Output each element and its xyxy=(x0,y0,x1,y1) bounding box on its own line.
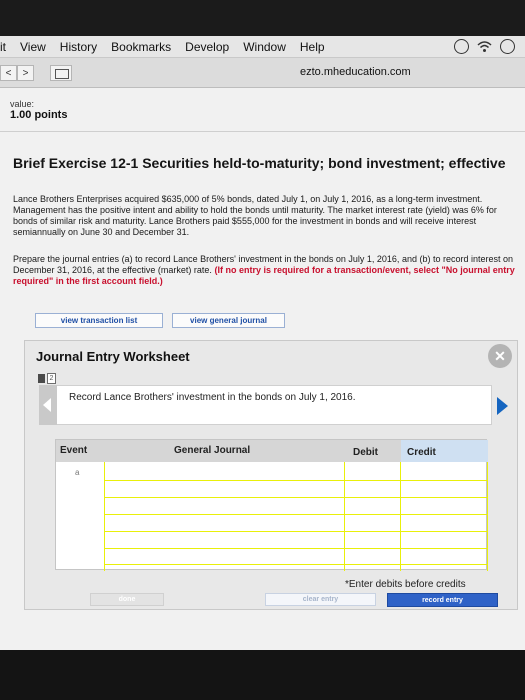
instructions-text: Prepare the journal entries (a) to record Lance Brothers' investment in the bonds on July 1, 2016, and (b) to record interest on December 31, 2016, at the effective (market) rate. xyxy=(13,254,513,275)
view-transaction-list-button[interactable]: view transaction list xyxy=(35,313,163,328)
column-header-event: Event xyxy=(60,445,88,456)
bottom-bezel xyxy=(0,650,525,700)
menu-item-view[interactable]: View xyxy=(20,39,46,54)
browser-toolbar xyxy=(0,58,525,88)
instructions-paragraph xyxy=(13,254,518,287)
address-bar[interactable]: ezto.mheducation.com xyxy=(300,66,411,78)
view-general-journal-button[interactable]: view general journal xyxy=(172,313,285,328)
page-content xyxy=(0,88,525,650)
divider xyxy=(0,131,525,132)
back-button[interactable]: < xyxy=(0,65,17,81)
time-machine-icon[interactable] xyxy=(500,39,515,54)
nav-buttons xyxy=(0,65,34,81)
column-header-general-journal: General Journal xyxy=(174,445,251,456)
status-circle-icon[interactable] xyxy=(454,39,469,54)
column-header-credit: Credit xyxy=(407,447,436,458)
value-label: value: xyxy=(10,99,35,109)
instructions-warning: (If no entry is required for a transaction/event, select "No journal entry required" in the first account field.) xyxy=(13,265,515,286)
close-icon[interactable]: ✕ xyxy=(488,344,512,368)
next-arrow-icon[interactable] xyxy=(494,395,510,417)
menu-item-edit[interactable]: it xyxy=(0,39,6,54)
step-indicator-next[interactable]: 2 xyxy=(47,373,56,384)
menubar xyxy=(0,36,525,58)
journal-entry-worksheet xyxy=(24,340,518,610)
table-grid-line xyxy=(487,462,488,571)
wifi-icon[interactable] xyxy=(477,39,492,54)
menu-item-develop[interactable]: Develop xyxy=(185,39,230,54)
step-indicator-current[interactable] xyxy=(38,374,45,383)
clear-entry-button[interactable]: clear entry xyxy=(265,593,376,606)
table-row-line xyxy=(104,548,487,549)
event-label: a xyxy=(75,468,80,477)
status-icons xyxy=(454,39,515,54)
table-row-line xyxy=(104,514,487,515)
table-grid-line xyxy=(104,462,105,571)
table-row-line xyxy=(104,564,487,565)
record-entry-button[interactable]: record entry xyxy=(387,593,498,607)
table-grid-line xyxy=(344,462,345,571)
forward-button[interactable]: > xyxy=(17,65,34,81)
instruction-box xyxy=(39,385,492,425)
menu-item-history[interactable]: History xyxy=(59,39,98,54)
table-row-line xyxy=(104,480,487,481)
table-row-line xyxy=(104,497,487,498)
sidebar-toggle-icon[interactable] xyxy=(50,65,72,81)
journal-table xyxy=(55,439,487,570)
table-grid-line xyxy=(400,462,401,571)
menu-item-help[interactable]: Help xyxy=(299,39,325,54)
done-button[interactable]: done xyxy=(90,593,164,606)
table-row-line xyxy=(104,531,487,532)
menu-item-bookmarks[interactable]: Bookmarks xyxy=(111,39,172,54)
problem-description: Lance Brothers Enterprises acquired $635,000 of 5% bonds, dated July 1, on July 1, 2016, as a long-term investment. Management has the positive intent and ability to hold the bonds until maturity. The market interest rate (yield) was 6% for bonds of similar risk and maturity. Lance Brothers paid $555,000 for the investment in bonds and will receive interest semiannually on June 30 and December 31. xyxy=(13,194,497,237)
worksheet-title: Journal Entry Worksheet xyxy=(36,349,190,364)
column-header-debit: Debit xyxy=(353,447,378,458)
prev-arrow-icon[interactable] xyxy=(39,385,57,425)
page-title: Brief Exercise 12-1 Securities held-to-maturity; bond investment; effective xyxy=(13,155,506,171)
points-value: 1.00 points xyxy=(10,109,68,121)
debits-credits-note: *Enter debits before credits xyxy=(345,579,466,590)
worksheet-instruction: Record Lance Brothers' investment in the bonds on July 1, 2016. xyxy=(69,392,356,403)
menu-item-window[interactable]: Window xyxy=(243,39,286,54)
